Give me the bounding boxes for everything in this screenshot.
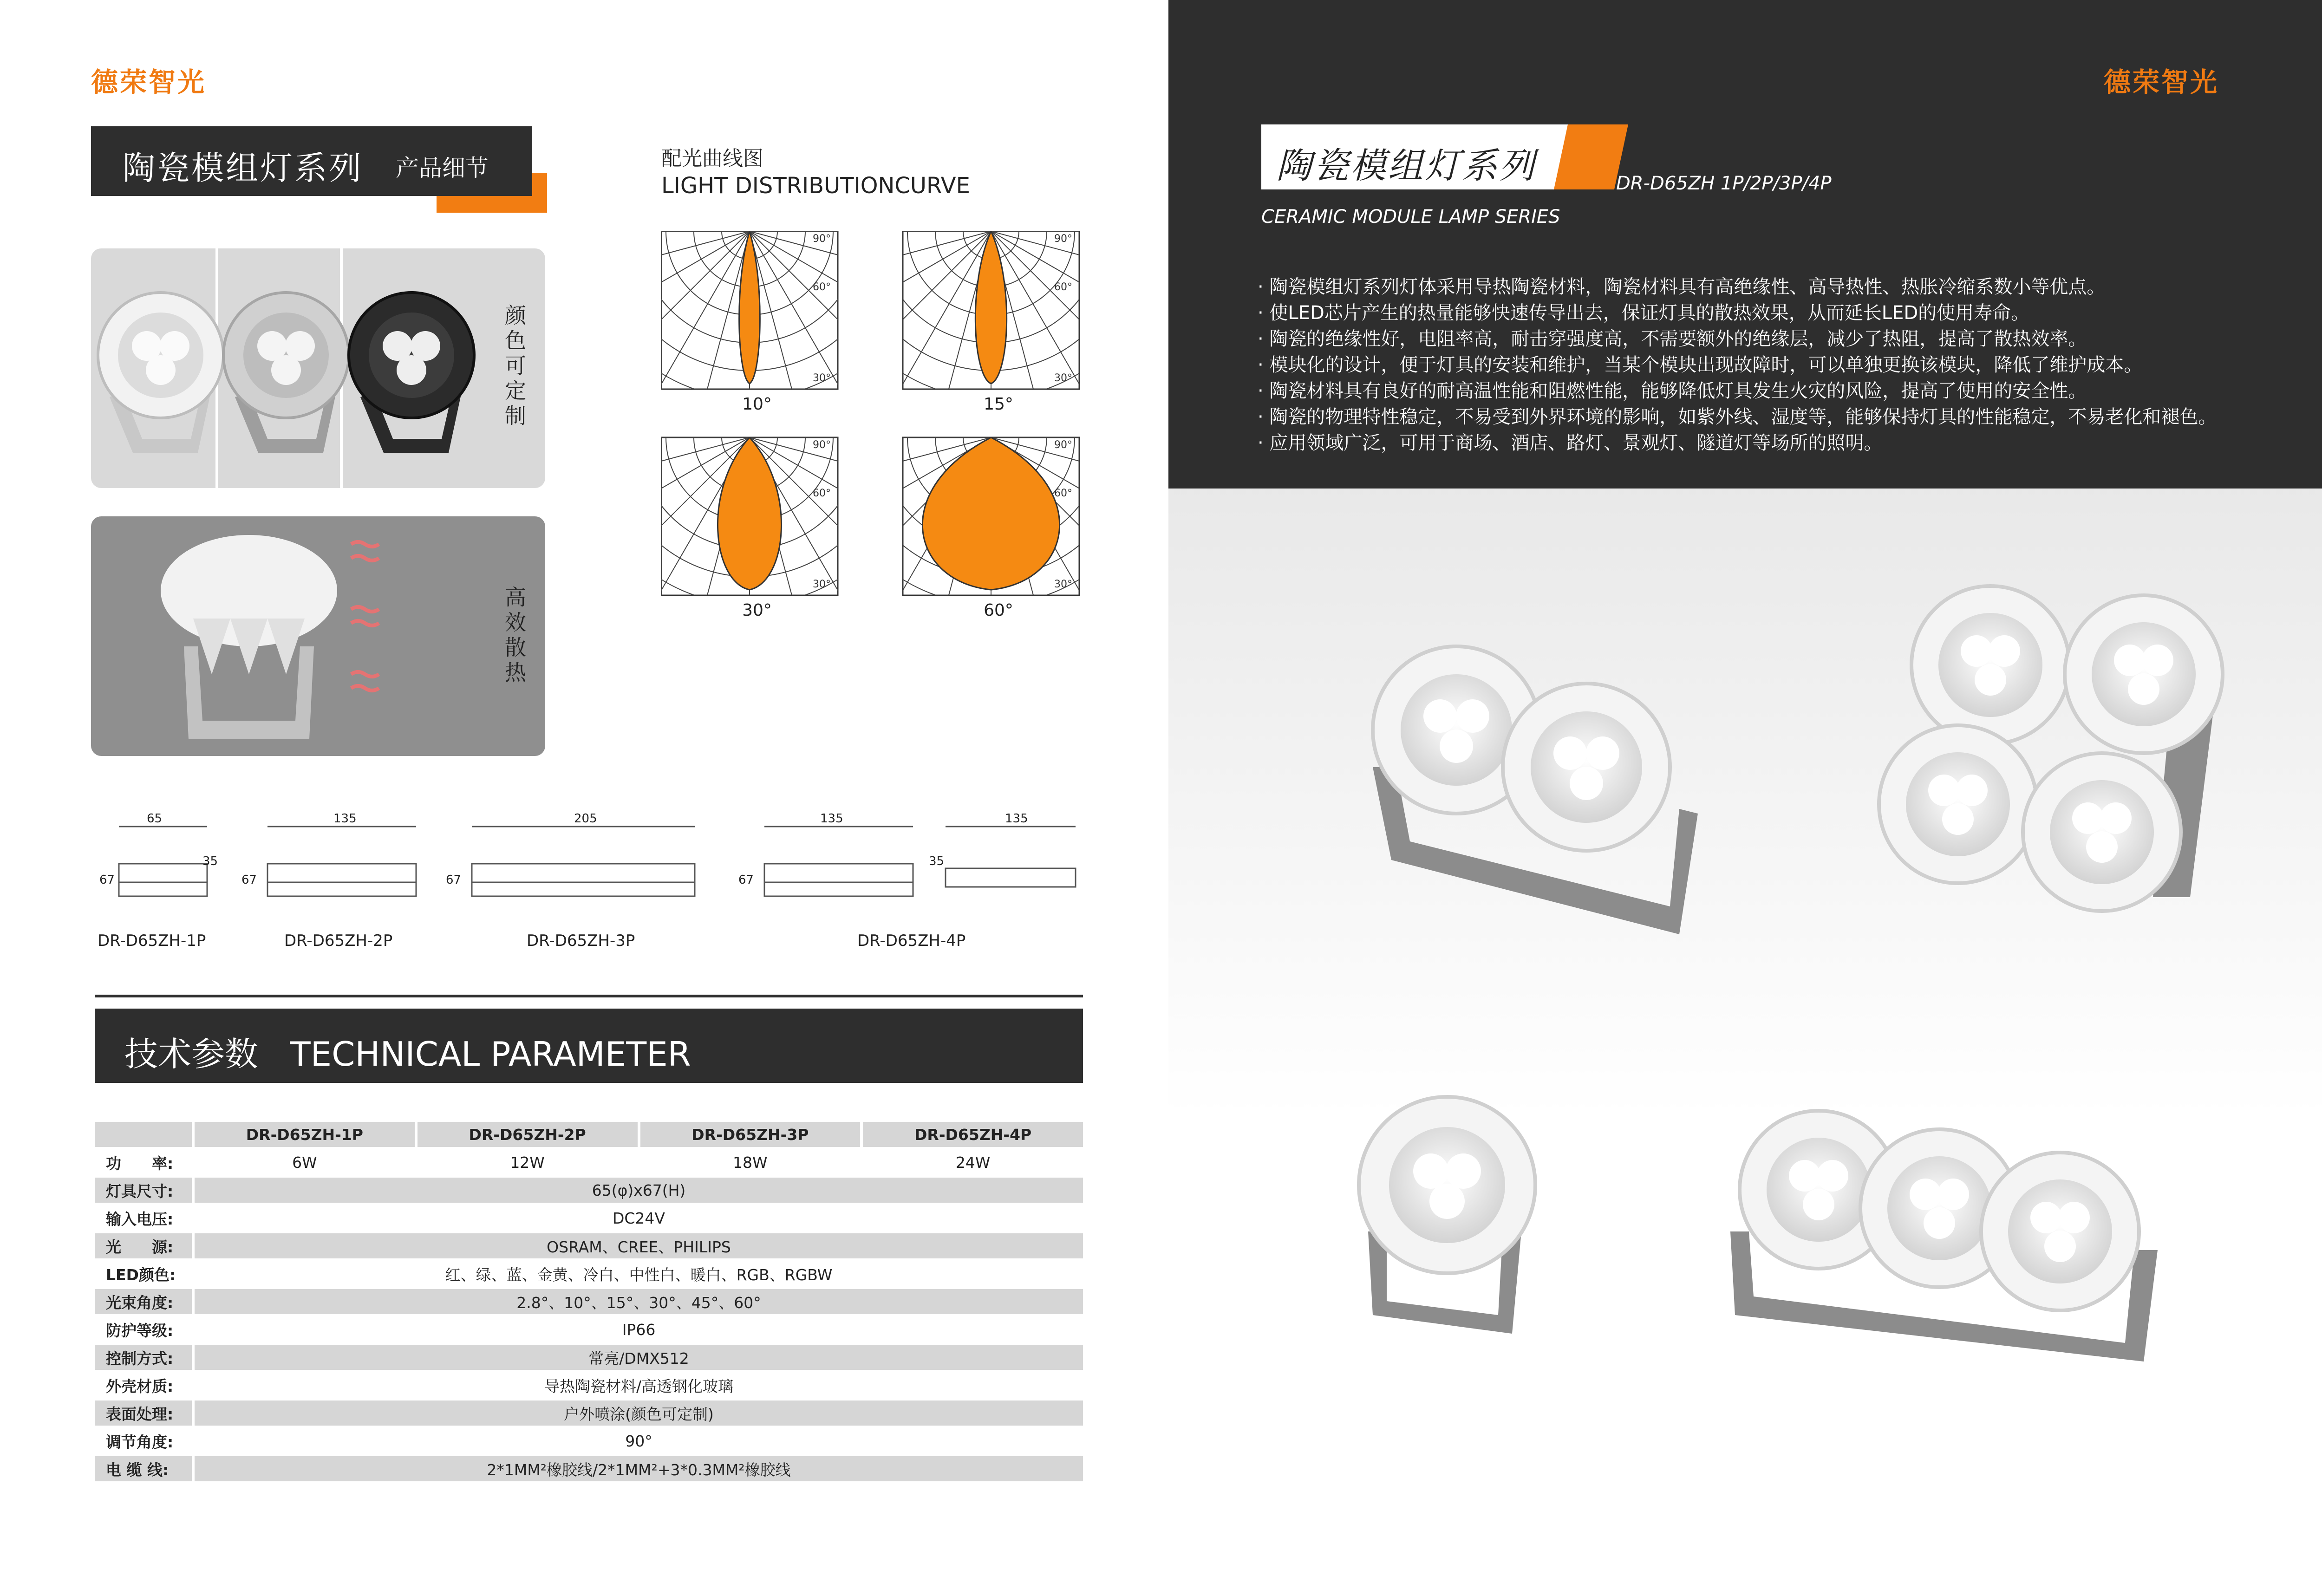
grid-label: 60° [1054,281,1072,293]
param-key: 光 源: [95,1233,192,1258]
lamp-2p-render-icon [1373,646,1698,934]
model-2p-label: DR-D65ZH-2P [284,932,393,950]
table-row [95,1373,1083,1398]
curve-label-10: 10° [742,395,772,414]
grid-label: 90° [1054,233,1072,245]
dim-2p-width: 135 [333,812,357,826]
heat-dissipation-label: 高效散热 [502,586,527,686]
curve-label-60: 60° [984,601,1013,620]
param-key: 防护等级: [95,1317,192,1342]
grid-label: 60° [1054,488,1072,499]
lamp-color-variants [91,248,545,488]
table-header-model: DR-D65ZH-2P [417,1122,638,1147]
grid-label: 60° [813,281,831,293]
grid-label: 30° [1054,579,1072,590]
param-value: 18W [640,1150,861,1175]
param-value: 90° [195,1428,1083,1453]
table-row [95,1178,1083,1203]
lamp-black-icon [349,293,474,453]
model-range: DR-D65ZH 1P/2P/3P/4P [1616,173,1832,194]
param-value: OSRAM、CREE、PHILIPS [195,1233,1083,1258]
grid-label: 90° [1054,439,1072,451]
table-row [95,1289,1083,1314]
tech-title: 技术参数 TECHNICAL PARAMETER [124,1035,691,1074]
grid-label: 30° [813,579,831,590]
param-value: 红、绿、蓝、金黄、冷白、中性白、暖白、RGB、RGBW [195,1261,1083,1286]
heat-wave-icon [351,542,379,691]
param-key: 电 缆 线: [95,1456,192,1481]
dim-4p-width: 135 [820,812,843,826]
light-distribution-charts [661,231,1089,631]
param-value: 12W [417,1150,638,1175]
param-value: 常亮/DMX512 [195,1345,1083,1370]
dim-1p-height: 67 [99,873,115,887]
section-subtitle: 产品细节 [396,155,489,182]
model-4p-label: DR-D65ZH-4P [857,932,966,950]
right-header-panel [1168,0,2322,489]
grid-label: 90° [813,439,831,451]
light-curve-title-en: LIGHT DISTRIBUTIONCURVE [661,173,970,199]
tech-header [95,1009,1083,1083]
table-header-model: DR-D65ZH-1P [195,1122,415,1147]
curve-label-15: 15° [984,395,1013,414]
param-value: 65(φ)x67(H) [195,1178,1083,1203]
table-row [95,1401,1083,1426]
lamp-white-icon [98,293,223,453]
product-renders [1168,489,2322,1596]
param-key: 调节角度: [95,1428,192,1453]
dim-4p-height: 67 [738,873,754,887]
param-key: LED颜色: [95,1261,192,1286]
curve-label-30: 30° [742,601,772,620]
lamp-4p-render-icon [1879,586,2223,911]
param-key: 控制方式: [95,1345,192,1370]
table-row [95,1317,1083,1342]
grid-label: 60° [813,488,831,499]
dim-1p-width: 65 [147,812,163,826]
param-value: 2*1MM²橡胶线/2*1MM²+3*0.3MM²橡胶线 [195,1456,1083,1481]
param-key: 外壳材质: [95,1373,192,1398]
grid-label: 30° [813,372,831,384]
feature-item: · 陶瓷的绝缘性好，电阻率高，耐击穿强度高，不需要额外的绝缘层，减少了热阻，提高了散热效率。 [1258,328,2087,350]
dim-1p-depth: 35 [202,854,218,868]
table-row [95,1150,1083,1175]
param-value: 2.8°、10°、15°、30°、45°、60° [195,1289,1083,1314]
dim-2p-height: 67 [241,873,257,887]
table-header-model: DR-D65ZH-4P [863,1122,1083,1147]
model-1p-label: DR-D65ZH-1P [98,932,206,950]
dim-3p-width: 205 [574,812,597,826]
brand-logo: 德荣智光 [91,66,207,98]
param-value: DC24V [195,1205,1083,1231]
grid-label: 30° [1054,372,1072,384]
tech-parameter-table [92,1119,1086,1484]
param-value: 户外喷涂(颜色可定制) [195,1401,1083,1426]
table-row [95,1205,1083,1231]
dim-4p-depth: 35 [929,854,945,868]
feature-item: · 陶瓷材料具有良好的耐高温性能和阻燃性能，能够降低灯具发生火灾的风险，提高了使用的安全性。 [1258,380,2087,402]
param-key: 功 率: [95,1150,192,1175]
grid-label: 90° [813,233,831,245]
table-row [95,1233,1083,1258]
series-en: CERAMIC MODULE LAMP SERIES [1261,206,1560,228]
light-curve-title-cn: 配光曲线图 [661,147,763,170]
param-key: 灯具尺寸: [95,1178,192,1203]
color-customizable-panel [91,248,545,488]
divider [95,995,1083,997]
param-key: 光束角度: [95,1289,192,1314]
feature-item: · 使LED芯片产生的热量能够快速传导出去，保证灯具的散热效果，从而延长LED的使用寿命。 [1258,302,2030,324]
param-value: 6W [195,1150,415,1175]
table-row [95,1345,1083,1370]
lamp-1p-render-icon [1359,1097,1535,1334]
feature-item: · 应用领域广泛，可用于商场、酒店、路灯、景观灯、隧道灯等场所的照明。 [1258,432,1883,454]
table-header-blank [95,1122,192,1147]
feature-item: · 陶瓷的物理特性稳定，不易受到外界环境的影响，如紫外线、湿度等，能够保持灯具的性能稳定，不易老化和褪色。 [1258,406,2217,428]
heat-dissipation-panel [91,516,545,756]
feature-list [1258,274,2307,456]
dim-3p-height: 67 [446,873,462,887]
table-header-row [95,1122,1083,1147]
table-row [95,1261,1083,1286]
feature-item: · 模块化的设计，便于灯具的安装和维护，当某个模块出现故障时，可以单独更换该模块，降低了维护成本。 [1258,354,2143,376]
lamp-heatsink-illustration [91,516,545,756]
section-title: 陶瓷模组灯系列 [123,149,363,187]
color-customizable-label: 颜色可定制 [502,304,527,430]
section-header [91,126,532,196]
model-3p-label: DR-D65ZH-3P [527,932,635,950]
feature-item: · 陶瓷模组灯系列灯体采用导热陶瓷材料，陶瓷材料具有高绝缘性、高导热性、热胀冷缩系数小等优点。 [1258,276,2106,298]
param-value: 24W [863,1150,1083,1175]
brand-logo: 德荣智光 [2104,66,2219,98]
dim-4p-width2: 135 [1005,812,1028,826]
lamp-3p-render-icon [1730,1111,2158,1361]
right-page [1168,0,2322,1596]
table-row [95,1456,1083,1481]
param-key: 表面处理: [95,1401,192,1426]
table-header-model: DR-D65ZH-3P [640,1122,861,1147]
table-row [95,1428,1083,1453]
series-title: 陶瓷模组灯系列 [1276,145,1536,186]
param-value: IP66 [195,1317,1083,1342]
param-key: 输入电压: [95,1205,192,1231]
lamp-gray-icon [223,293,349,453]
param-value: 导热陶瓷材料/高透钢化玻璃 [195,1373,1083,1398]
